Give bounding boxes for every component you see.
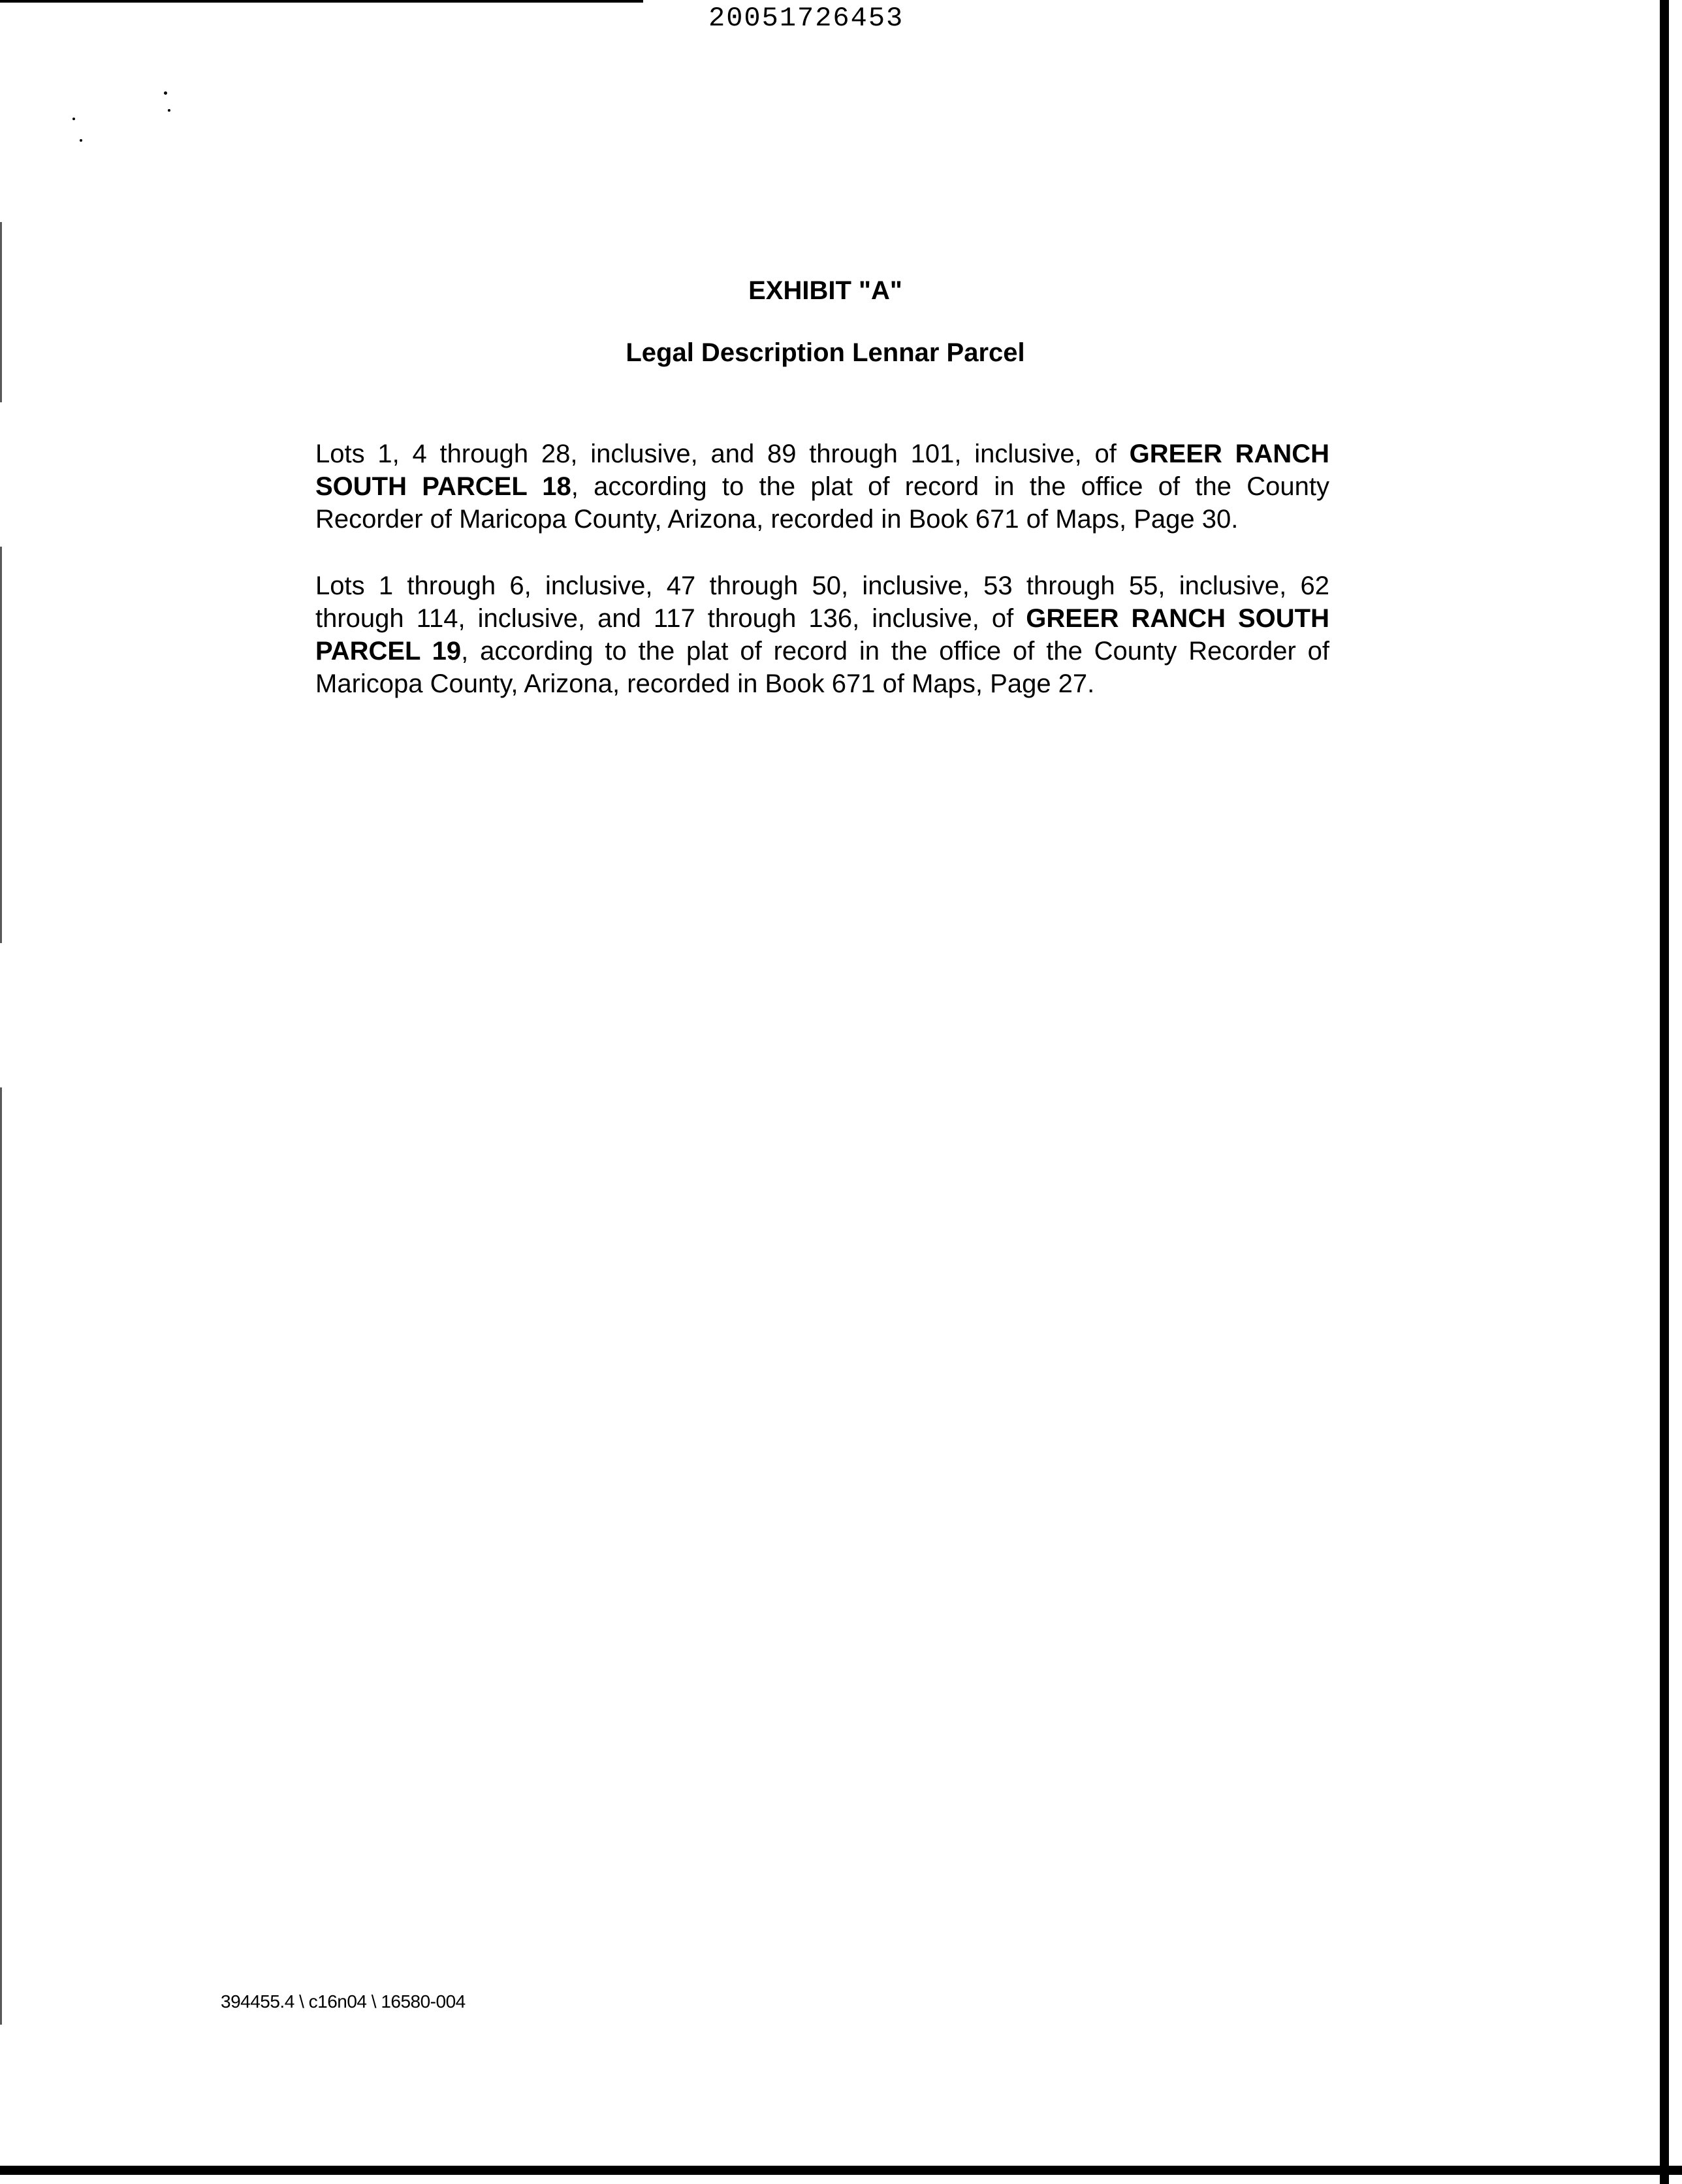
scan-speck — [72, 118, 75, 120]
scan-right-border — [1660, 0, 1669, 2184]
paragraph-intro: Lots 1, 4 through 28, inclusive, and 89 through 101, inclusive, of — [315, 440, 1130, 468]
scan-speck — [164, 91, 167, 95]
scan-speck — [168, 109, 170, 112]
scan-speck — [80, 139, 82, 142]
parcel-name: GREER RANCH SOUTH PARCEL 18 — [315, 440, 1330, 501]
parcel-name: GREER RANCH SOUTH PARCEL 19 — [315, 604, 1329, 666]
paragraph-rest: , according to the plat of record in the office of the County Recorder of Maricopa County, Arizona, recorded in Book 671 of Maps, Page 30. — [315, 472, 1329, 534]
scan-left-edge — [0, 222, 2, 2025]
exhibit-title: EXHIBIT "A" — [748, 276, 902, 305]
footer-reference: 394455.4 \ c16n04 \ 16580-004 — [221, 1991, 466, 2012]
scan-top-rule — [0, 0, 643, 3]
paragraph-intro: Lots 1 through 6, inclusive, 47 through 50, inclusive, 53 through 55, inclusive, 62 through 114, inclusive, and 117 through 136, inclusive, of — [315, 571, 1329, 633]
legal-description-paragraph — [315, 438, 1329, 536]
legal-description-paragraph — [315, 570, 1329, 700]
scan-bottom-border — [0, 2166, 1682, 2175]
document-number: 20051726453 — [708, 3, 904, 34]
paragraph-rest: , according to the plat of record in the office of the County Recorder of Maricopa County, Arizona, recorded in Book 671 of Maps, Page 27. — [315, 637, 1329, 698]
exhibit-subtitle: Legal Description Lennar Parcel — [626, 338, 1025, 367]
